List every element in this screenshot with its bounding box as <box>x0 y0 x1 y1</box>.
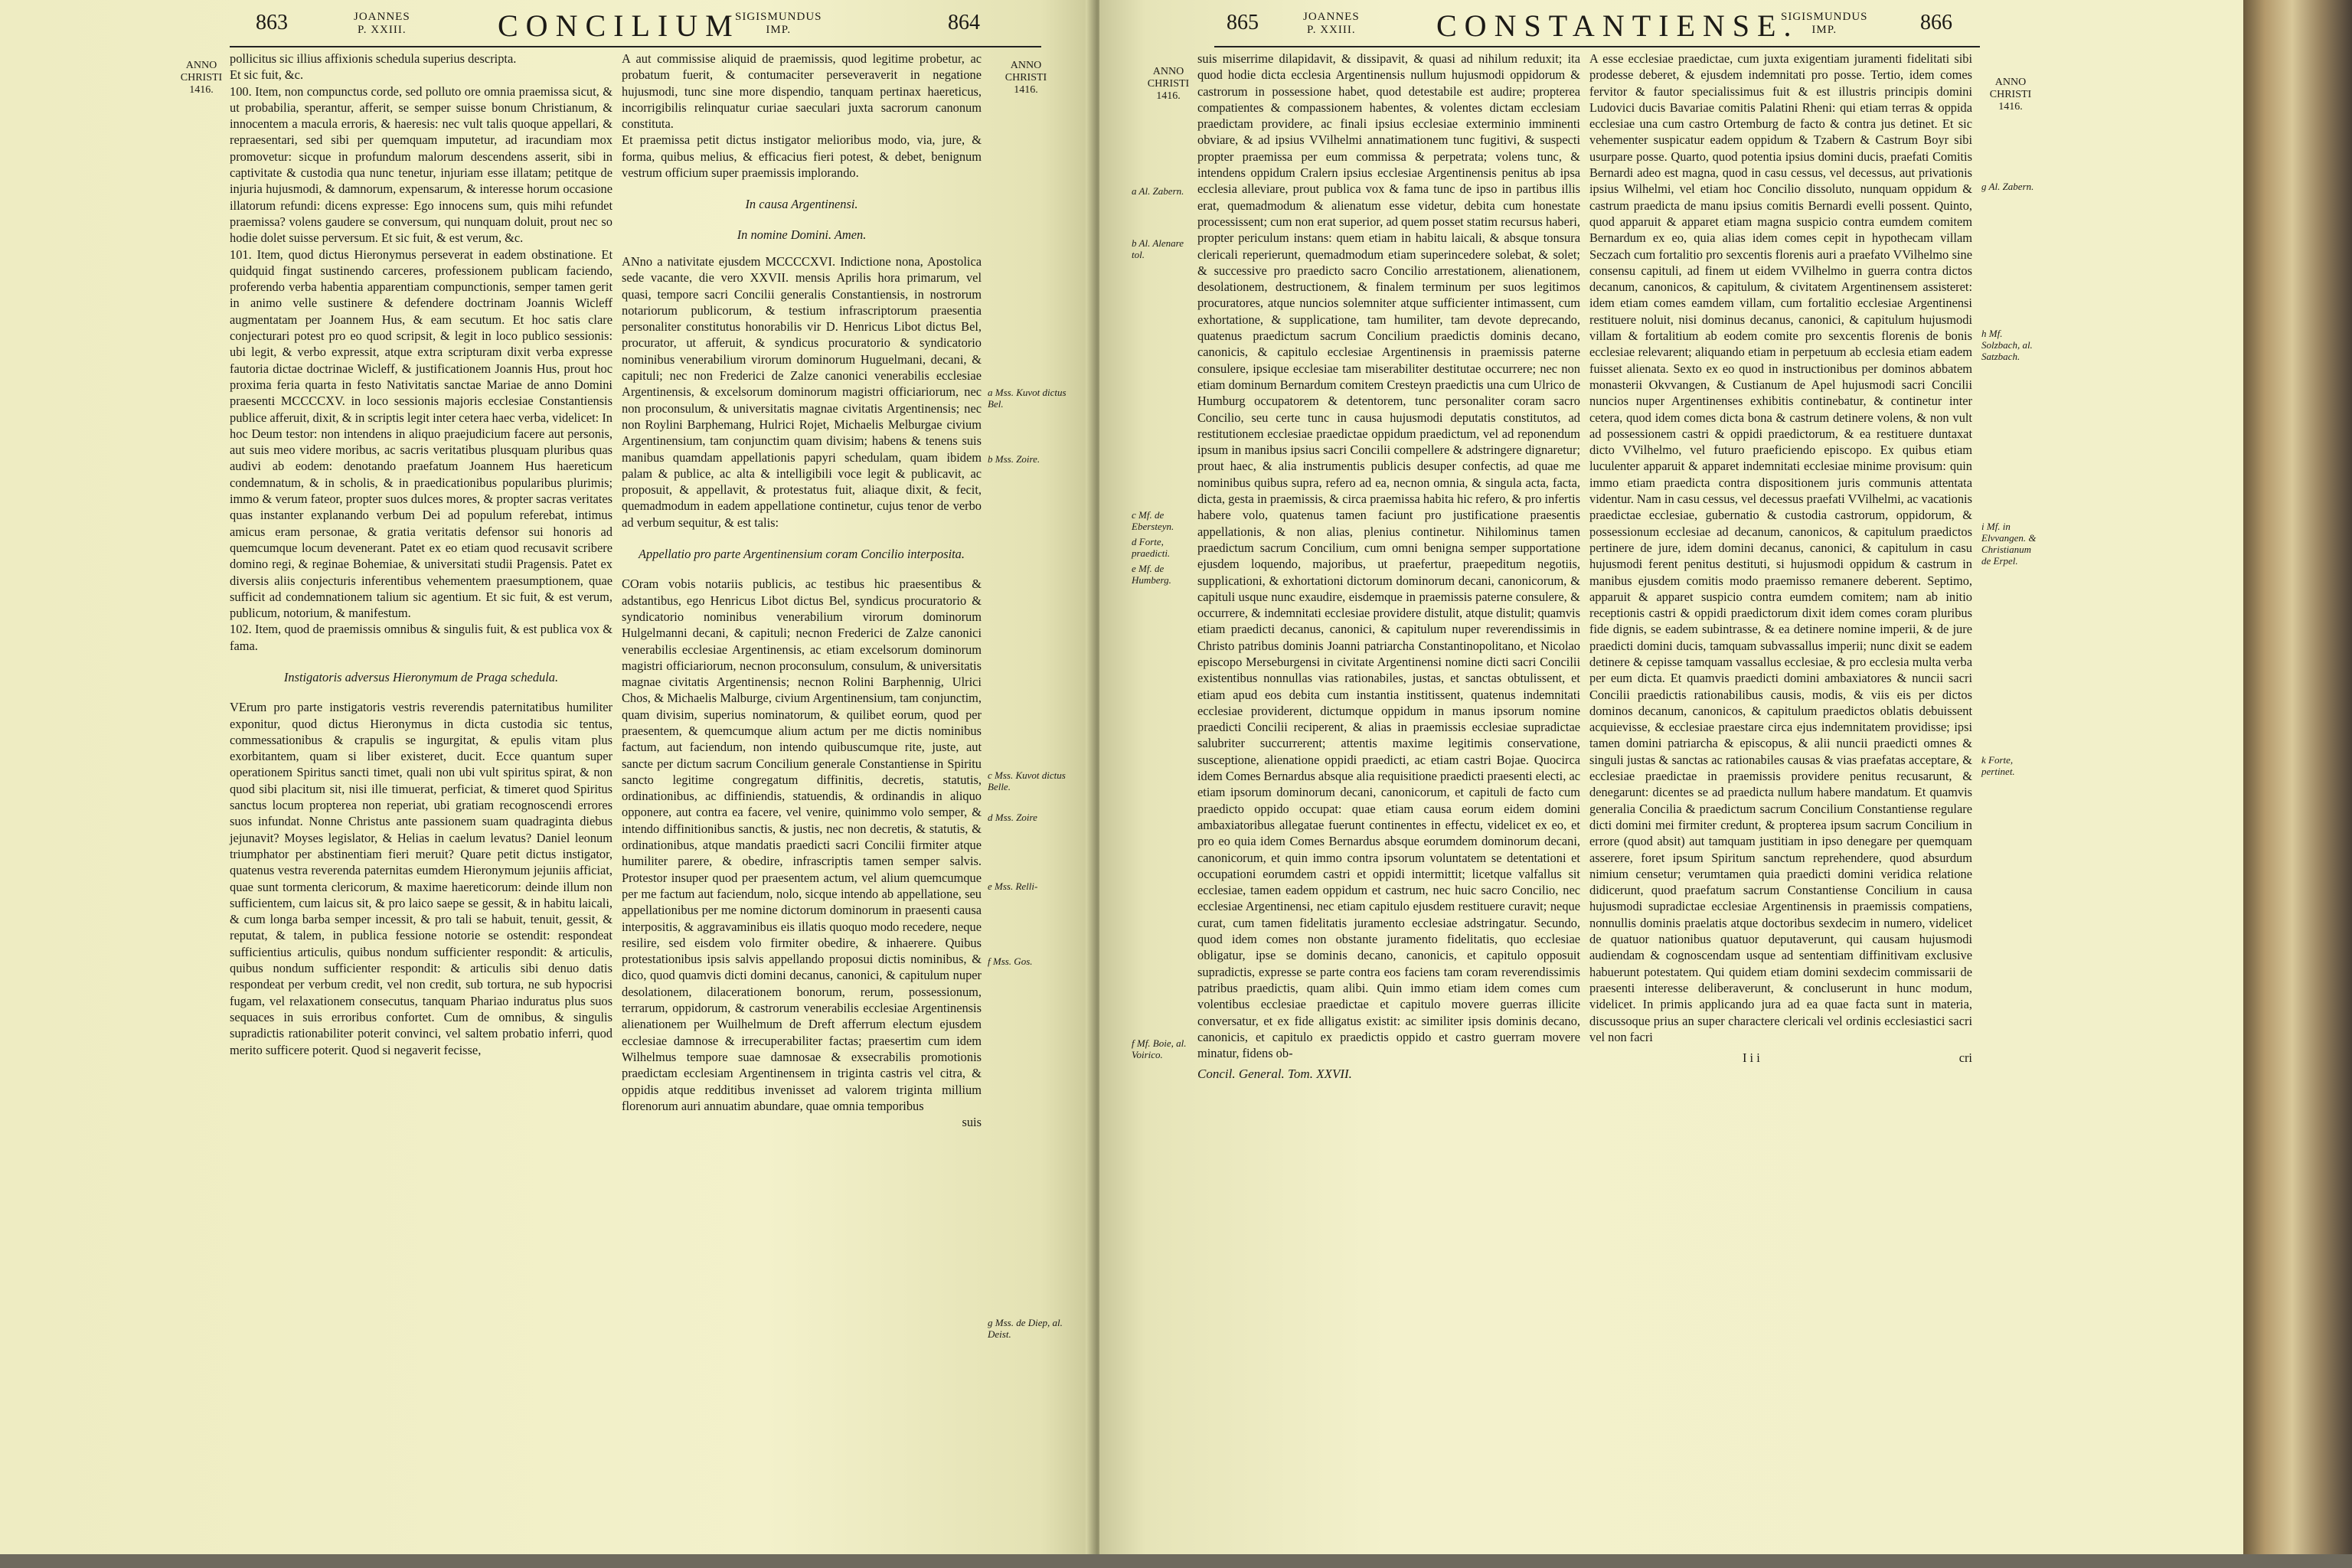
anno-label: ANNO CHRISTI <box>180 60 223 83</box>
margin-note: b Mss. Zoire. <box>988 453 1040 465</box>
paragraph: 100. Item, non compunctus corde, sed polluto ore omnia praemissa sicut, & ut probabilia, sperantur, afferit, se semper suisse bonum Christianum, & innocentem a macula erroris, & haeresis: nec vult talis quoque appellari, & repraesentari, sed sibi per quemquam imputetur, ad iracundiam mox promovetur: sicque in profundum malorum descendens asserit, sibi in captivitate & custodia qua nunc tenetur, injuriam esse illatam; petitque de injuria hujusmodi, & damnorum, expensarum, & interesse horum occasione illatorum refundi: dicens expresse: Ego innocens sum, quis mihi refundet praemissa? volens gaudere se conversum, qui nunquam doluit, prout nec so hodie dolet suisse perversum. Et sic fuit, & est verum, &c. <box>230 83 612 246</box>
margin-note: e Mss. Relli- <box>988 880 1038 892</box>
margin-note: a Al. Zabern. <box>1132 185 1184 197</box>
header-emperor <box>1781 11 1868 37</box>
margin-note: f Mss. Gos. <box>988 956 1033 967</box>
margin-note: d Forte, praedicti. <box>1132 536 1171 559</box>
book-edge <box>2243 0 2352 1568</box>
page-number: 865 <box>1227 11 1259 34</box>
paragraph: ANno a nativitate ejusdem MCCCCXVI. Indictione nona, Apostolica sede vacante, die vero XXVII. mensis Aprilis hora primarum, vel quasi, tempore sacri Concilii generalis Constantiensis, in nostrorum notariorum publicorum, & testium infrascriptorum praesentia personaliter constitutus honorabilis vir D. Henricus Libot dictus Bel, procurator, ut afferuit, & syndicus procuratorio & syndicatorio nominibus venerabilium virorum dominorum Huguelmani, decani, & capituli; nec non Frederici de Zalze canonici venerabilis ecclesiae Argentinensis, & excelsorum dominorum magistri officiariorum, nec non proconsulum, & universitatis magnae civitatis Argentinensis; nec non Roylini Barphemang, Hulrici Rojet, Michaelis Melburgae civium Argentinensium, tam conjunctim quam divisim; habens & tenens suis manibus quamdam appellationis papyri schedulam, quam ibidem palam & publice, ac alta & intelligibili voce legit & publicavit, ac proposuit, & appellavit, & protestatus fuit, aliaque dixit, & fecit, quemadmodum in eadem appellatione continetur, cujus tenor de verbo ad verbum sequitur, & est talis: <box>622 253 982 530</box>
paragraph: Et praemissa petit dictus instigator melioribus modo, via, jure, & forma, quibus melius, & efficacius fieri potest, & debet, benignum vestrum officium super praemissis implorando. <box>622 132 982 181</box>
header-pope-num: P. XXIII. <box>1307 24 1356 36</box>
margin-note: k Forte, pertinet. <box>1981 754 2015 777</box>
page-number: 864 <box>948 11 980 34</box>
right-page <box>1099 0 2248 1554</box>
left-page <box>0 0 1095 1554</box>
paragraph: A aut commissise aliquid de praemissis, quod legitime probetur, ac probatum fuerit, & contumaciter perseveraverit in negatione hujusmodi, tunc sine more dispendio, tanquam pertinax haereticus, incorrigibilis relinquatur curiae saeculari juxta sacrorum canonum constituta. <box>622 51 982 132</box>
margin-note: c Mf. de Ebersteyn. <box>1132 509 1174 532</box>
anno-year: 1416. <box>189 84 214 96</box>
anno-label: ANNO CHRISTI <box>1989 77 2032 100</box>
header-imp: IMP. <box>1811 24 1838 36</box>
paragraph: suis miserrime dilapidavit, & dissipavit, & quasi ad nihilum reduxit; ita quod hodie dicta ecclesia Argentinensis nullum hujusmodi oppidorum & castrorum in possessione habet, quod detestabile est audire; propterea compatientes & compassionem habentes, & volentes dictam ecclesiam praedictam providere, ac finali ipsius ecclesiae exterminio imminenti obviare, & ad ipsius VVilhelmi annatimationem tunc fugitivi, & suspecti propter praemissa per eum commissa & perpetrata; volens tunc, & intendens oppidum Cralern ipsius ecclesiae Argentinensis penitus ab ipsa ecclesia alleviare, prout publica vox & fama tunc de ipso in partibus illis erat, quemadmodum & alienatum esse videtur, debita cum honestate processissent; cum non erat superior, ad quem posset statim recursus haberi, propter periculum instans: quem etiam in habitu laicali, & absque tonsura clericali reperierunt, quemadmodum etiam superincedere solebat, & solet; & successive pro praedicto sacro Concilio arrestationem, alienationem, desolationem, destructionem, & finalem terminum per suos legitimos procuratores, atque nuncios solemniter atque sufficienter intimassent, cum exhortatione, & supplicatione, tam humiliter, tam devote deprecando, quatenus praedictum sacrum Concilium praedictis dominis decano, canonicis, & capitulo ecclesiae Argentinensis in praemissis paterne consulere, ipsique ecclesiae tam miserabiliter destitutae occurrere; nec non etiam dominum Bernardum comitem Cresteyn praedictis una cum Ulrico de Humburg occupatorem & detentorem, tunc personaliter coram sacro Concilio, seu certe tunc in causa hujusmodi deputatis constitutos, ad restitutionem ecclesiae praedictae oppidum praedictum, vel ad reponendum ipsum in manibus ipsius sacri Concilii compellere & adstringere dignaretur; prout haec, & alia instrumentis publicis desuper confectis, ad quae me nominibus quibus supra, refero ad ea, necnon omnia, & singula acta, facta, dicta, gesta in praemissis, & circa praemissa habita hic refero, & pro infertis habere volo, quatenus tamen faciunt pro justificatione praesentis appellationis, & non alias, plenius continetur. Nihilominus tamen praedictum sacrum Concilium, cum omni benigna semper supportatione ejusdem loquendo, majoribus, ut praefertur, praepeditum negotiis, supplicationi, & exhortationi dictorum dominorum decani, canonicorum, & capituli usque nunc exaudire, eisdemque in praemissis paterne consulere, & occurrere, & indemnitati ecclesiae providere distulit, atque distulit; quamvis etiam praedicti decanus, canonici, & capitulum nuper reverendissimis in Christo patribus dominis Joanni patriarcha Constantinopolitano, et Nicolao episcopo Merseburgensi in civitate Argentinensi nomine dicti sacri Concilii existentibus nonnullas vias rationabiles, justas, et sanctas obtulissent, et etiam apud eos debita cum instantia institissent, quatenus indemnitati ecclesiae providerent, dictumque oppidum in manus ipsorum nomine praedicti Concilii reciperent, & alias in praemissis ecclesiae supradictae salubriter succurrerent; attentis maxime legitimis conservatione, susceptione, alienatione oppidi praedicti, ac etiam castri Bojae. Quocirca idem Comes Bernardus absque alia requisitione praedicti praesenti electi, ac etiam ipsorum dominorum decani, canonicorum, et capituli de facto cum praedicto oppido occupat: quae etiam causa eorum eidem domini ambaxiatoribus allegatae fuerunt continentes in effectu, videlicet ex eo, et pro eo quia idem Comes Bernardus absque eorumdem dominorum decani, canonicorum, et quin immo contra ipsorum voluntatem se detentationi et occupationi eorumdem castri et oppidi intermittit; licetque valfallus sit ecclesiae, tamen eadem oppidum et castrum, nec huic sacro Concilio, nec ecclesiae Argentinensi, nec etiam capitulo ejusdem restituere curavit; neque curat, cum tamen fidelitatis juramento ecclesiae adstringatur. Secundo, quod idem comes non obstante juramento fidelitatis, quo ecclesiae obligatur, ipse se dominis decano, canonicis, et capitulo opposuit supradictis, expresse se parte contra eos faciens tam coram reverendissimis patribus praedictis, quam alibi. Quin immo etiam idem comes cum volentibus ecclesiae praedictae et capitulo movere guerras illicite conversatur, et ex fide alligatus existit: ac similiter ipsis dominis decano, canonicis, et capitulo ex praedictis oppido et castro guerram movere minatur, fidens ob- <box>1197 51 1580 1061</box>
margin-note: b Al. Alenare tol. <box>1132 237 1184 260</box>
anno-christi-marker <box>1138 66 1199 103</box>
invocation: In nomine Domini. Amen. <box>737 227 867 242</box>
catchword: suis <box>962 1115 982 1130</box>
anno-year: 1416. <box>1998 101 2023 113</box>
header-joannes: JOANNES <box>354 11 410 23</box>
right-column <box>1589 51 1972 1066</box>
paragraph: pollicitus sic illius affixionis schedula superius descripta. <box>230 51 517 66</box>
catchword: cri <box>1958 1050 1972 1066</box>
right-column <box>622 51 982 1130</box>
anno-label: ANNO CHRISTI <box>1147 66 1190 90</box>
left-column <box>230 51 612 1058</box>
anno-year: 1416. <box>1014 84 1038 96</box>
anno-christi-marker <box>995 60 1057 96</box>
paragraph: COram vobis notariis publicis, ac testibus hic praesentibus & adstantibus, ego Henricus Libot dictus Bel, syndicus procuratorio & syndicatorio nominibus venerabilium virorum dominorum Hulgelmanni decani, & capituli; necnon Frederici de Zalze canonici venerabilis ecclesiae Argentinensis, ac etiam excelsorum dominorum magistri officiariorum, necnon proconsulum, consulum, & universitatis magnae civitatis Argentinensis; necnon Rolini Barphennig, Ulrici Chos, & Michaelis Malburge, civium Argentinensium, tam conjunctim, quam divisim, superius nominatorum, & quilibet eorum, quod per praesentem, & quemcumque alium actum per me dictis nominibus factum, aut faciendum, non intendo quibuscumque rite, juste, aut sancte per dictum sacrum Concilium generale Constantiense in Spiritu sancto legitime congregatum diffinitis, decretis, statutis, ordinationibus, ac diffiniendis, statuendis, & ordinandis in aliquo opponere, aut contra ea facere, vel venire, quinimmo volo semper, & intendo diffinitionibus sanctis, & justis, nec non decretis, & statutis, & ordinationibus, atque mandatis praedicti sacri Concilii firmiter atque humiliter parere, & obedire, infrascriptis tamen semper salvis. Protestor insuper quod per praesentem actum, vel alium quemcumque per me factum aut faciendum, nolo, sicque intendo ab appellatione, seu appellationibus per me nomine dictorum dominorum in praesenti causa interpositis, & aggravaminibus eis illatis quoquo modo recedere, neque resilire, sed eisdem volo firmiter obedire, & inhaerere. Quibus protestationibus ipsis salvis appellando proposui dictis nominibus, & dico, quod quamvis dicti domini decanus, canonici, & capitulum nuper desolationem, dilacerationem bonorum, rerum, possessionum, terrarum, oppidorum, & castrorum venerabilis ecclesiae Argentinensis alienationem per Wuilhelmum de Dreft afferrum electum ejusdem ecclesiae damnose & irrecuperabiliter factas; praesertim cum idem Wilhelmus tempore suae damnosae & exsecrabilis promotionis praedictam ecclesiam Argentinensem in triginta castris vel citra, & oppidis atque redditibus invenisset ad valorem triginta millium florenorum auri annuatim abundare, quae omnia temporibus <box>622 577 982 1113</box>
header-joannes: JOANNES <box>1303 11 1360 23</box>
header-sigismundus: SIGISMUNDUS <box>1781 11 1868 23</box>
header-pope <box>1303 11 1360 37</box>
paragraph: 102. Item, quod de praemissis omnibus & singulis fuit, & est publica vox & fama. <box>230 622 612 653</box>
left-column <box>1197 51 1580 1083</box>
margin-note: h Mf. Solzbach, al. Satzbach. <box>1981 328 2033 362</box>
section-heading: Instigatoris adversus Hieronymum de Praga schedula. <box>283 669 559 684</box>
running-title: CONCILIUM <box>498 8 740 43</box>
margin-note: e Mf. de Humberg. <box>1132 563 1171 586</box>
header-pope <box>354 11 410 37</box>
header-pope-num: P. XXIII. <box>358 24 407 36</box>
page-number: 866 <box>1920 11 1952 34</box>
margin-note: c Mss. Kuvot dictus Belle. <box>988 769 1066 792</box>
anno-christi-marker <box>1980 77 2041 113</box>
paragraph: Et sic fuit, &c. <box>230 67 304 83</box>
page-number: 863 <box>256 11 288 34</box>
anno-year: 1416. <box>1156 90 1181 102</box>
anno-label: ANNO CHRISTI <box>1004 60 1047 83</box>
paragraph: VErum pro parte instigatoris vestris reverendis paternitatibus humiliter exponitur, quod dictus Hieronymus in dicta custodia sic tentus, commessationibus & crapulis se ingurgitat, & epulis vitam plus exorbitantem, quam si liber existeret, ducit. Ecce quantum super operationem Spiritus sancti timet, quali non ubi vult spiritus spirat, & non quod sibi placitum sit, nisi ille timuerat, perficiat, & timeret quod Spiritus sanctus locum propterea non reperiat, ubi gratiam recognoscendi errores suos infundat. Nonne Christus ante passionem suam quadraginta diebus jejunavit? Moyses legislator, & Helias in caelum levatus? Daniel leonum triumphator per abstinentiam fieri meruit? Quare petit dictus instigator, quatenus vestra reverenda paternitas eumdem Hieronymum jejuniis afficiat, quae sunt tormenta clericorum, & maxime haereticorum: deinde illum non sufficientem, cum laicus sit, & pro laico saepe se gessit, & in habitu laicali, & cum longa barba semper incessit, & pro tali se habuit, tenuit, gessit, & reputat, & talem, in publica fessione notorie se ostendit: respondeat sufficientius articulis, quibus nondum sufficienter respondit: & articulis, quibus nondum sufficienter respondit: & articulis sibi denuo datis respondeat per verbum credit, vel non credit, sub tortura, ne sub hypocrisi fugam, vel relaxationem consecutus, tanquam Phariao induratus plus suos sequaces in suis erroribus confortet. Cum de omnibus, & singulis supradictis rationabiliter poterit convinci, vel saltem probatio inferri, quod merito sufficere poterit. Quod si negaverit fecisse, <box>230 700 612 1057</box>
table-surface <box>0 1554 2352 1568</box>
header-imp: IMP. <box>766 24 792 36</box>
header-rule <box>1214 46 1980 47</box>
volume-footer: Concil. General. Tom. XXVII. <box>1197 1067 1352 1082</box>
signature-mark: I i i <box>1743 1050 1760 1066</box>
running-title: CONSTANTIENSE. <box>1436 8 1799 43</box>
paragraph: 101. Item, quod dictus Hieronymus perseverat in eadem obstinatione. Et quidquid fingat sustinendo carceres, professionem publicam faciendo, proferendo verba habentia apparentiam compunctionis, semper tamen gerit in animo velle sustinere & defendere doctrinam Joannis Wicleff augmentatam per Joannem Hus, & eam secutum. Et hoc satis clare conjecturari potest pro eo quod scripsit, & legit in loco publico sessionis: ubi legit, & verbo expressit, atque extra scripturam dixit verba expresse fautoria dictae doctrinae Wicleff, & justificationem Joannis Hus, prout hoc proxima feria quarta in festo Nativitatis sanctae Mariae de anno Domini praesenti MCCCCXV. in loco sessionis majoris ecclesiae Constantiensis publice afferuit, dixit, & in scriptis legit inter cetera haec verba, videlicet: In hoc Deum testor: non intendens in aliquo praejudicium facere aut personis, aut suis meo videre moribus, ac sacris veritatibus plusquam pluribus quas audivi ab eodem: denotando praefatum Joannem Hus haereticum condemnatum, & in scholis, & in praedicationibus popularibus plurimis; immo & verum fateor, propter suos dulces mores, & propter sacras veritates quas instanter explanando verbum Dei ad populum referebat, intimus amicus eram personae, & gratia veritatis defensor sui honoris ad quemcumque locum devenerant. Patet ex eo etiam quod recusavit scribere domino regi, & reginae Bohemiae, & universitati studii Pragensis. Patet ex diversis aliis conjecturis inferentibus vehementem praesumptionem, quae sufficit ad condemnationem talium sic agentium. Et sic fuit, & est verum, publicum, notorium, & manifestum. <box>230 247 612 621</box>
anno-christi-marker <box>175 60 228 96</box>
header-rule <box>230 46 1041 47</box>
margin-note: i Mf. in Elvvangen. & Christianum de Erpel. <box>1981 521 2037 567</box>
margin-note: a Mss. Kuvot dictus Bel. <box>988 387 1067 410</box>
section-heading: Appellatio pro parte Argentinensium coram Concilio interposita. <box>639 547 965 562</box>
margin-note: g Al. Zabern. <box>1981 181 2034 192</box>
page-signature-line <box>1589 1050 1972 1066</box>
header-emperor <box>735 11 822 37</box>
margin-note: d Mss. Zoire <box>988 812 1037 823</box>
section-heading: In causa Argentinensi. <box>745 197 858 212</box>
margin-note: f Mf. Boie, al. Voirico. <box>1132 1037 1187 1060</box>
header-sigismundus: SIGISMUNDUS <box>735 11 822 23</box>
paragraph: A esse ecclesiae praedictae, cum juxta exigentiam juramenti fidelitati sibi prodesse deberet, & ejusdem indemnitati pro posse. Tertio, idem comes fervitor & fautor specialissimus fuit & est illustris principis domini Ludovici ducis Bavariae comitis Palatini Rheni: qui etiam terras & oppida ecclesiae una cum castro Ortemburg de facto & contra jus detinet. Et sic vehementer suspicatur eadem oppidum & Tzabern & Castrum Boyr sibi usurpare posse. Quarto, quod potentia ipsius domini ducis, praefati Comitis Bernardi adeo est magna, quod in casu cessus, vel decessus, aut privationis ipsius Wilhelmi, vel etiam hoc Concilio dissoluto, nunquam oppidum & castrum praedicta de manu ipsius comitis Bernardi evelli possent. Quinto, quod apparuit & apparet etiam magna suspicio contra eumdem comitem Bernardum ex eo, quia alias idem comes cepit in hypothecam villam Seczach cum fortalitio pro sexcentis florenis auri a praefato VVilhelmo sine consensu capituli, ad finem ut eidem VVilhelmo in guerra contra dictos decanum, canonicos, & capitulum, & civitatem Argentinensem assisteret: idem etiam comes eamdem villam, cum fortalitio ecclesiae Argentinensi restituere noluit, nisi dominus decanus, canonici, & capitulum hujusmodi villam & fortalitium ab eodem comite pro sexcentis florenis de bonis ecclesiae relevarent; aliquando etiam in perpetuum ab ecclesia etiam eadem fuisset alienata. Sexto ex eo quod in instructionibus per dominos abbatem monasterii Okvvangen, & Custianum de Apel hujusmodi sacri Concilii nuncios nuper Argentinenses exhibitis continebatur, & continetur inter cetera, quod idem comes dicta bona & castrum detinere volens, & non vult ad possessionem castri & oppidi praedictorum, & ea restituere duntaxat dicto VVilhelmo, vel futuro praeficiendo episcopo. Ex quibus etiam luculenter apparuit & apparet indemnitati ecclesiae minime provisum: quin immo etiam praedicta contra dispositionem juris communis attentata videntur. Nam in casu cessus, vel decessus praefati VVilhelmi, ac vacationis praedictae ecclesiae, gubernatio & custodia castrorum, oppidorum, & possessionum ecclesiae ad decanum, canonicos, & capitulum praedictos pertinere de jure, idem domini decanus, canonici, & capitulum in casu hujusmodi ferent penitus destituti, si hujusmodi oppidum & castrum in manibus ejusdem comitis modo praemisso remanere deberent. Septimo, apparuit & apparet suspicio contra eumdem comitem; nam ab initio receptionis castri & oppidi praedictorum dixit idem comes coram pluribus fide dignis, se eadem subintrasse, & ea detinere nomine imperii, & de jure praedicti domini ducis, tamquam subvassallus imperii; nunc dixit se eadem detinere & cepisse tamquam vassallus ecclesiae, & pro ecclesia multa verba per eum dicta. Et quamvis praedicti domini ambaxiatores & nuncii sacri Concilii praedictis rationabilibus causis, modis, & viis eis per dictos dominos decanum, canonicos, & capitulum praedictos oblatis debuissent acquievisse, & ecclesiae praestare circa ejus indemnitatem providisse; ipsi tamen domini patriarcha & episcopus, & alii nuncii praedicti omnes & singuli justas & sanctas ac rationabiles causas & vias praefatas acceptare, & ecclesiae praedictae in praemissis providere penitus recusarunt, & denegarunt: dicentes se ad praedicta nullum habere mandatum. Et quamvis generalia Concilia & praedictum sacrum Concilium Constantiense regulare dicti domini mei firmiter credunt, & propterea ipsum sacrum Concilium in errore (quod absit) aut tamquam justitiam in ipso denegare per quemquam asserere, foret ipsum Spiritum sanctum reprehendere, quod absurdum nimium censetur; verumtamen quia praedicti domini veridica relatione didicerunt, quod praefatum sacrum Constantiense Concilium in causa hujusmodi supradictae ecclesiae Argentinensis in praemissis compatiens, nonnullis dominis praelatis atque doctoribus sexdecim in numero, videlicet de quatuor nationibus quatuor deputaverunt, qui causam hujusmodi audiendam & cognoscendam usque ad sententiam diffinitivam exclusive habuerunt potestatem. Qui quidem etiam domini sexdecim commissarii de praesenti interesse deliberaverunt, & concluserunt in hunc modum, videlicet. In primis applicando jura ad ea quae facta sunt in materia, discussoque prius an super charactere clericali vel ordinis ecclesiastici sacri vel non facri <box>1589 51 1972 1044</box>
margin-note: g Mss. de Diep, al. Deist. <box>988 1317 1063 1340</box>
